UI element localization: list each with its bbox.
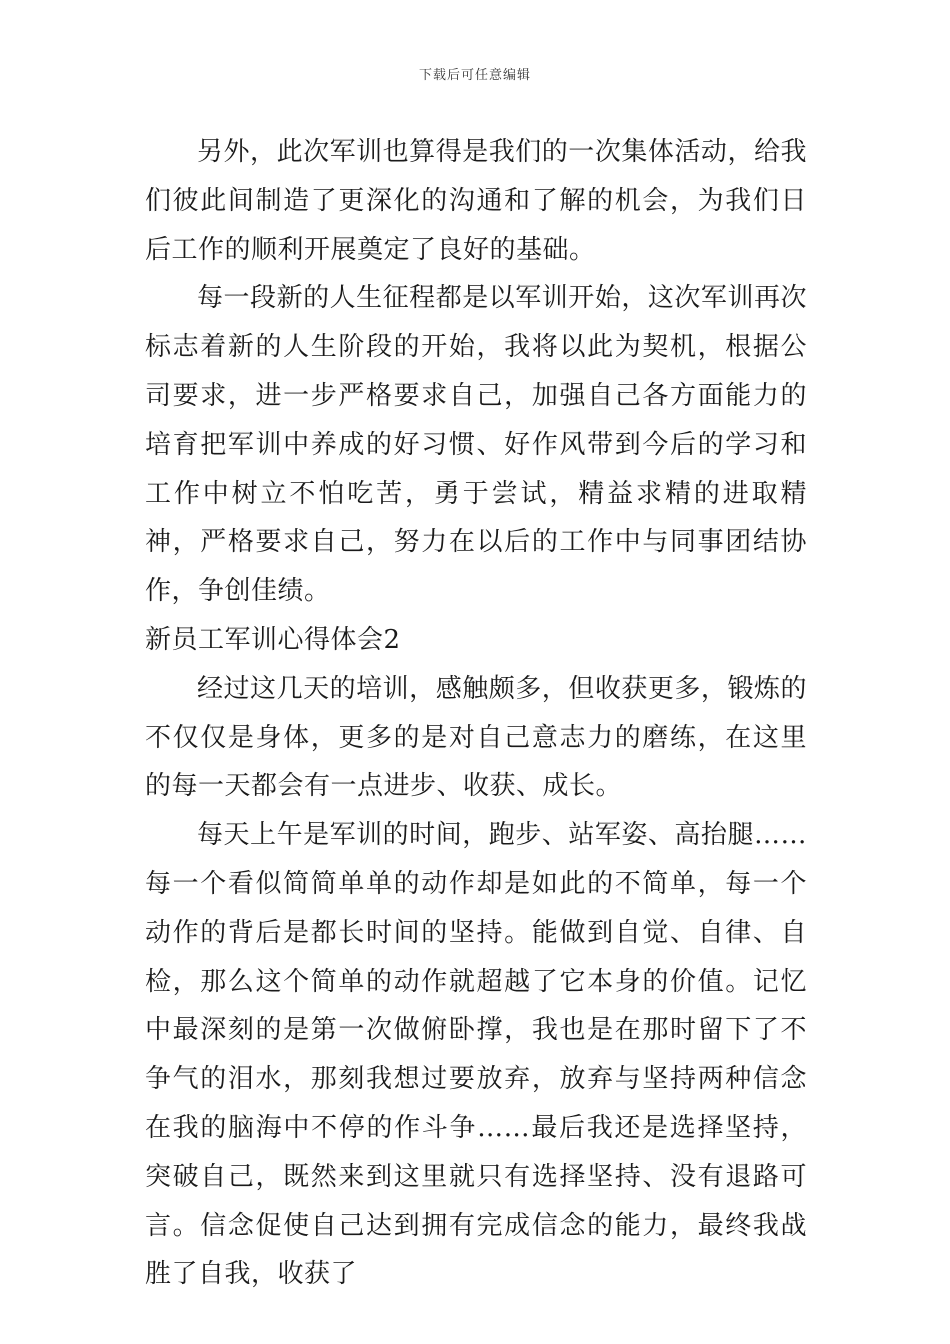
section-title: 新员工军训心得体会2 bbox=[145, 624, 401, 655]
paragraph-3: 经过这几天的培训，感触颇多，但收获更多，锻炼的不仅仅是身体，更多的是对自己意志力的磨练，在这里的每一天都会有一点进步、收获、成长。 bbox=[145, 673, 807, 802]
document-body bbox=[145, 128, 807, 1299]
paragraph-2: 每一段新的人生征程都是以军训开始，这次军训再次标志着新的人生阶段的开始，我将以此为契机，根据公司要求，进一步严格要求自己，加强自己各方面能力的培育把军训中养成的好习惯、好作风带到今后的学习和工作中树立不怕吃苦，勇于尝试，精益求精的进取精神，严格要求自己，努力在以后的工作中与同事团结协作，争创佳绩。 bbox=[145, 283, 807, 607]
paragraph-1: 另外，此次军训也算得是我们的一次集体活动，给我们彼此间制造了更深化的沟通和了解的机会，为我们日后工作的顺利开展奠定了良好的基础。 bbox=[145, 137, 807, 265]
paragraph-4: 每天上午是军训的时间，跑步、站军姿、高抬腿……每一个看似简简单单的动作却是如此的不简单，每一个动作的背后是都长时间的坚持。能做到自觉、自律、自检，那么这个简单的动作就超越了它本身的价值。记忆中最深刻的是第一次做俯卧撑，我也是在那时留下了不争气的泪水，那刻我想过要放弃，放弃与坚持两种信念在我的脑海中不停的作斗争……最后我还是选择坚持，突破自己，既然来到这里就只有选择坚持、没有退路可言。信念促使自己达到拥有完成信念的能力，最终我战胜了自我，收获了 bbox=[145, 820, 807, 1290]
page-header-note: 下载后可任意编辑 bbox=[418, 68, 531, 83]
